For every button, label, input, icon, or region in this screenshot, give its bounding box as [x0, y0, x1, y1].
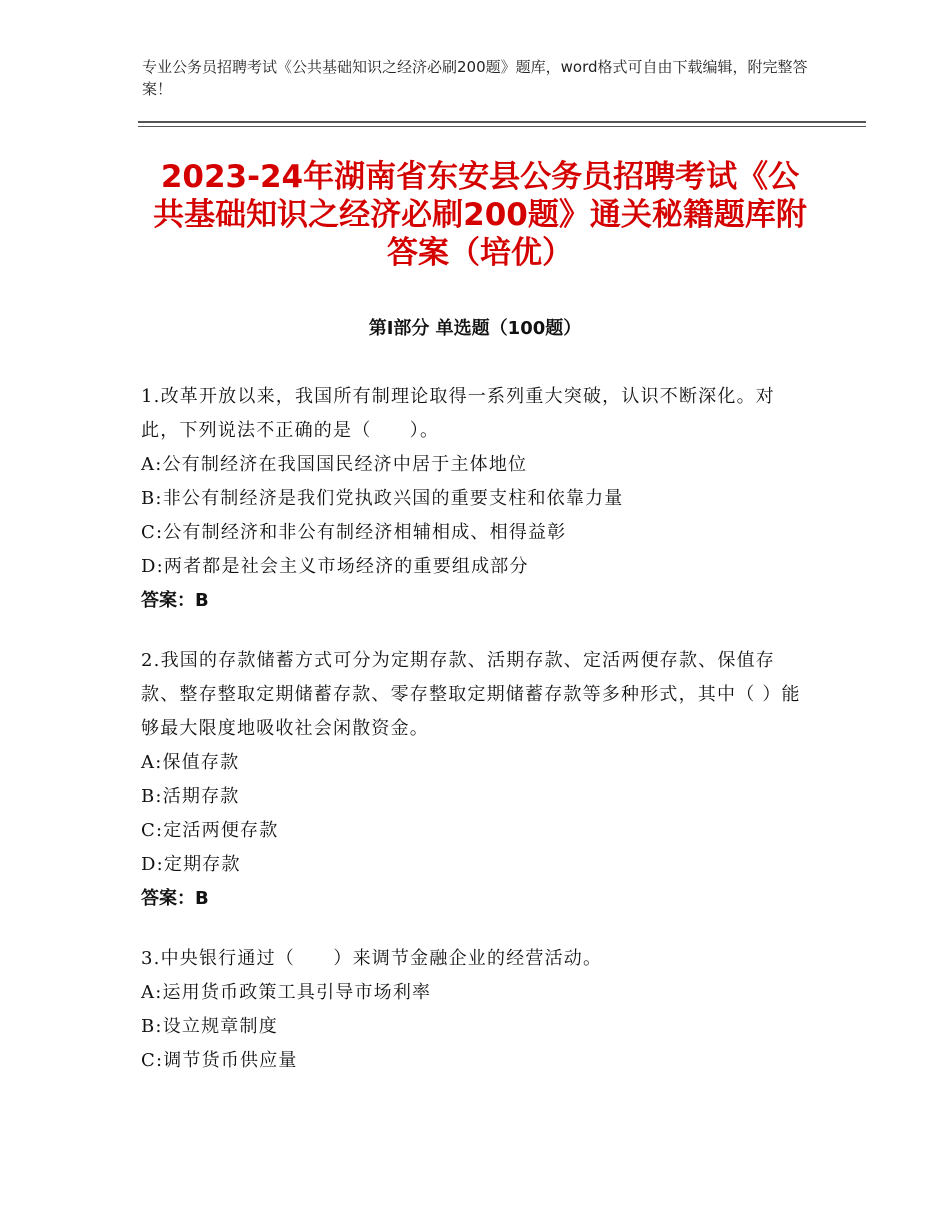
header-note: 专业公务员招聘考试《公共基础知识之经济必刷200题》题库，word格式可自由下载编辑，附完整答案！	[142, 58, 808, 98]
question-1	[141, 380, 811, 618]
header-rule-thin	[138, 126, 866, 127]
option-c: C:调节货币供应量	[141, 1050, 298, 1071]
option-a: A:公有制经济在我国国民经济中居于主体地位	[141, 454, 528, 475]
question-list	[141, 380, 811, 1104]
section-title: 第Ⅰ部分 单选题（100题）	[368, 318, 582, 339]
document-title: 2023-24年湖南省东安县公务员招聘考试《公共基础知识之经济必刷200题》通关秘籍题库附答案（培优）	[153, 159, 807, 271]
header-rule-thick	[138, 121, 866, 123]
option-d: D:定期存款	[141, 854, 241, 875]
question-2	[141, 644, 811, 916]
option-c: C:定活两便存款	[141, 820, 279, 841]
question-stem: 2.我国的存款储蓄方式可分为定期存款、活期存款、定活两便存款、保值存款、整存整取定期储蓄存款、零存整取定期储蓄存款等多种形式，其中（ ）能够最大限度地吸收社会闲散资金。	[141, 650, 801, 739]
answer: 答案：B	[141, 888, 209, 909]
option-c: C:公有制经济和非公有制经济相辅相成、相得益彰	[141, 522, 567, 543]
question-stem: 3.中央银行通过（ ）来调节金融企业的经营活动。	[141, 948, 603, 969]
option-b: B:非公有制经济是我们党执政兴国的重要支柱和依靠力量	[141, 488, 624, 509]
option-b: B:活期存款	[141, 786, 240, 807]
question-stem: 1.改革开放以来，我国所有制理论取得一系列重大突破，认识不断深化。对此，下列说法不正确的是（ ）。	[141, 386, 775, 441]
option-d: D:两者都是社会主义市场经济的重要组成部分	[141, 556, 529, 577]
option-b: B:设立规章制度	[141, 1016, 278, 1037]
option-a: A:保值存款	[141, 752, 240, 773]
option-a: A:运用货币政策工具引导市场利率	[141, 982, 432, 1003]
question-3	[141, 942, 811, 1078]
answer: 答案：B	[141, 590, 209, 611]
